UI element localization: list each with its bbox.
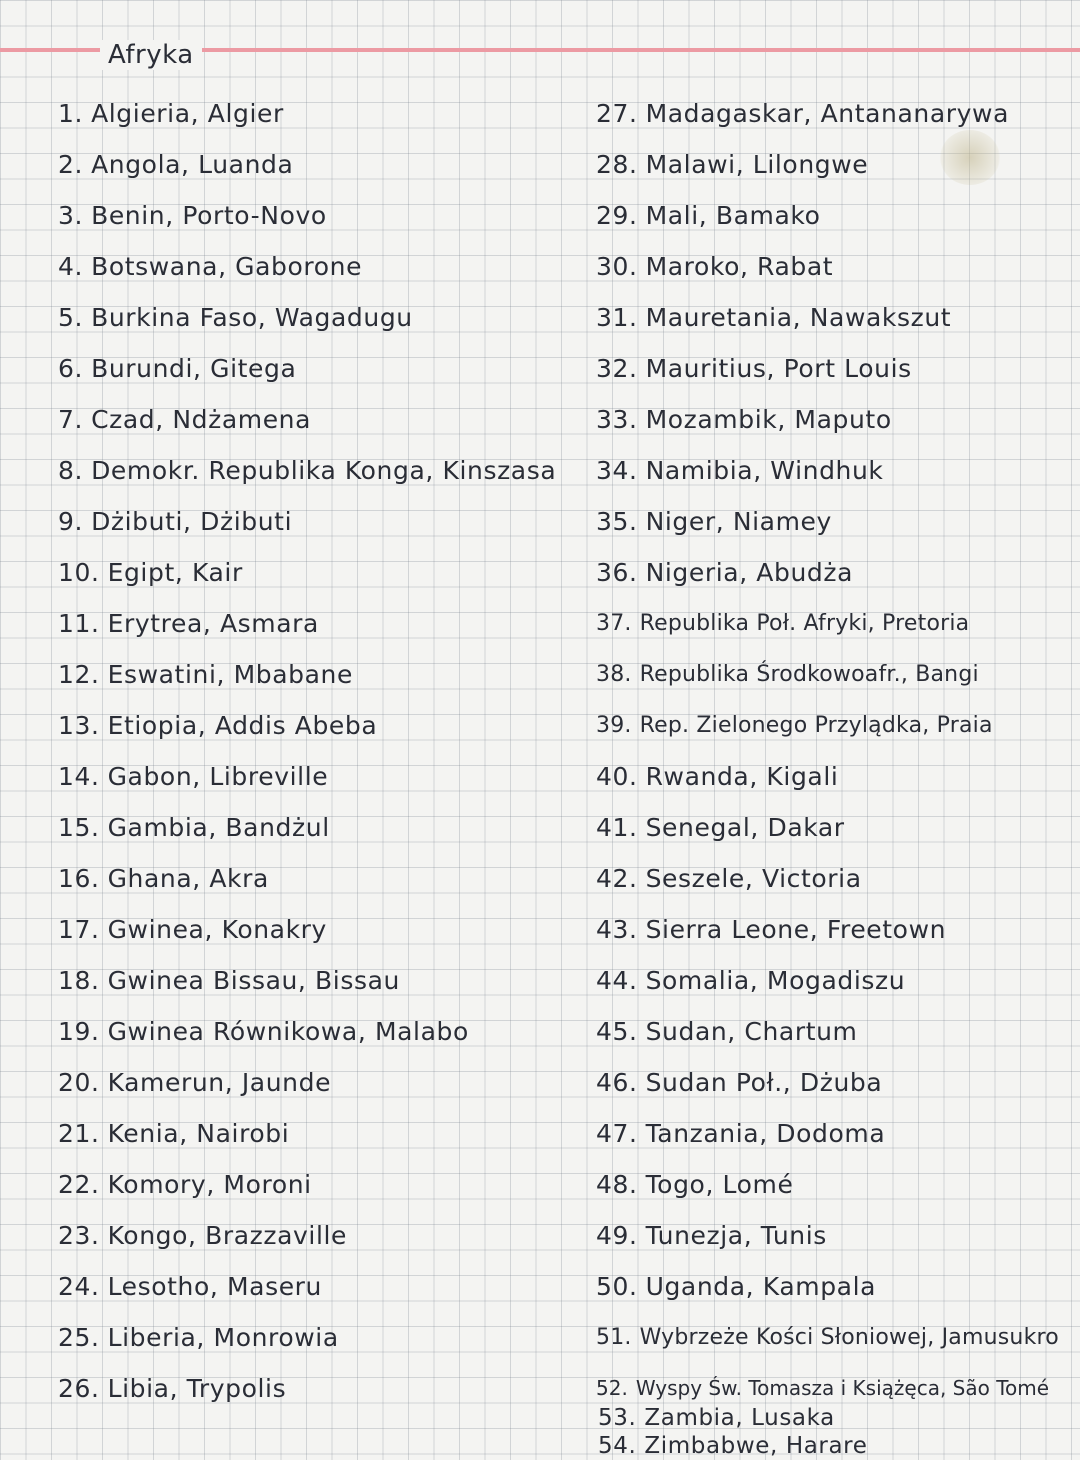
list-item: 9. Dżibuti, Dżibuti (58, 507, 293, 536)
list-item: 23. Kongo, Brazzaville (58, 1221, 348, 1250)
list-item: 8. Demokr. Republika Konga, Kinszasa (58, 456, 557, 485)
list-item: 10. Egipt, Kair (58, 558, 243, 587)
list-item: 6. Burundi, Gitega (58, 354, 297, 383)
list-item: 13. Etiopia, Addis Abeba (58, 711, 378, 740)
list-item: 40. Rwanda, Kigali (596, 762, 839, 791)
list-item: 3. Benin, Porto-Novo (58, 201, 327, 230)
list-item: 7. Czad, Ndżamena (58, 405, 312, 434)
list-item: 50. Uganda, Kampala (596, 1272, 877, 1301)
list-item: 15. Gambia, Bandżul (58, 813, 330, 842)
list-item: 14. Gabon, Libreville (58, 762, 329, 791)
list-item: 53. Zambia, Lusaka (598, 1405, 835, 1431)
list-item: 21. Kenia, Nairobi (58, 1119, 290, 1148)
list-item: 48. Togo, Lomé (596, 1170, 794, 1199)
list-item: 39. Rep. Zielonego Przylądka, Praia (596, 713, 993, 738)
list-item: 33. Mozambik, Maputo (596, 405, 892, 434)
list-item: 47. Tanzania, Dodoma (596, 1119, 886, 1148)
list-item: 5. Burkina Faso, Wagadugu (58, 303, 413, 332)
list-item: 12. Eswatini, Mbabane (58, 660, 353, 689)
list-item: 28. Malawi, Lilongwe (596, 150, 869, 179)
list-item: 11. Erytrea, Asmara (58, 609, 319, 638)
list-item: 36. Nigeria, Abudża (596, 558, 854, 587)
list-item: 4. Botswana, Gaborone (58, 252, 363, 281)
list-item: 31. Mauretania, Nawakszut (596, 303, 952, 332)
list-item: 51. Wybrzeże Kości Słoniowej, Jamusukro (596, 1325, 1059, 1350)
tail-list (598, 1404, 1078, 1460)
list-item: 43. Sierra Leone, Freetown (596, 915, 947, 944)
list-item: 37. Republika Poł. Afryki, Pretoria (596, 611, 970, 636)
list-item: 20. Kamerun, Jaunde (58, 1068, 332, 1097)
list-item: 44. Somalia, Mogadiszu (596, 966, 906, 995)
list-item: 19. Gwinea Równikowa, Malabo (58, 1017, 469, 1046)
list-item: 46. Sudan Poł., Dżuba (596, 1068, 883, 1097)
list-item: 38. Republika Środkowoafr., Bangi (596, 662, 979, 687)
list-item: 29. Mali, Bamako (596, 201, 821, 230)
left-column (58, 88, 557, 1414)
list-item: 16. Ghana, Akra (58, 864, 269, 893)
list-item: 32. Mauritius, Port Louis (596, 354, 912, 383)
list-item: 24. Lesotho, Maseru (58, 1272, 323, 1301)
list-item: 25. Liberia, Monrowia (58, 1323, 339, 1352)
list-item: 17. Gwinea, Konakry (58, 915, 327, 944)
list-item: 42. Seszele, Victoria (596, 864, 862, 893)
list-item: 22. Komory, Moroni (58, 1170, 312, 1199)
list-item: 34. Namibia, Windhuk (596, 456, 884, 485)
list-item: 27. Madagaskar, Antananarywa (596, 99, 1010, 128)
list-item: 26. Libia, Trypolis (58, 1374, 287, 1403)
list-item: 2. Angola, Luanda (58, 150, 294, 179)
list-item: 49. Tunezja, Tunis (596, 1221, 827, 1250)
list-item: 45. Sudan, Chartum (596, 1017, 858, 1046)
list-item: 52. Wyspy Św. Tomasza i Książęca, São Tomé (596, 1376, 1050, 1400)
list-item: 35. Niger, Niamey (596, 507, 832, 536)
list-item: 41. Senegal, Dakar (596, 813, 845, 842)
list-item: 1. Algieria, Algier (58, 99, 284, 128)
page-title: Afryka (100, 40, 202, 70)
list-item: 30. Maroko, Rabat (596, 252, 834, 281)
list-item: 18. Gwinea Bissau, Bissau (58, 966, 400, 995)
right-column (596, 88, 1076, 1414)
list-item: 54. Zimbabwe, Harare (598, 1433, 868, 1459)
